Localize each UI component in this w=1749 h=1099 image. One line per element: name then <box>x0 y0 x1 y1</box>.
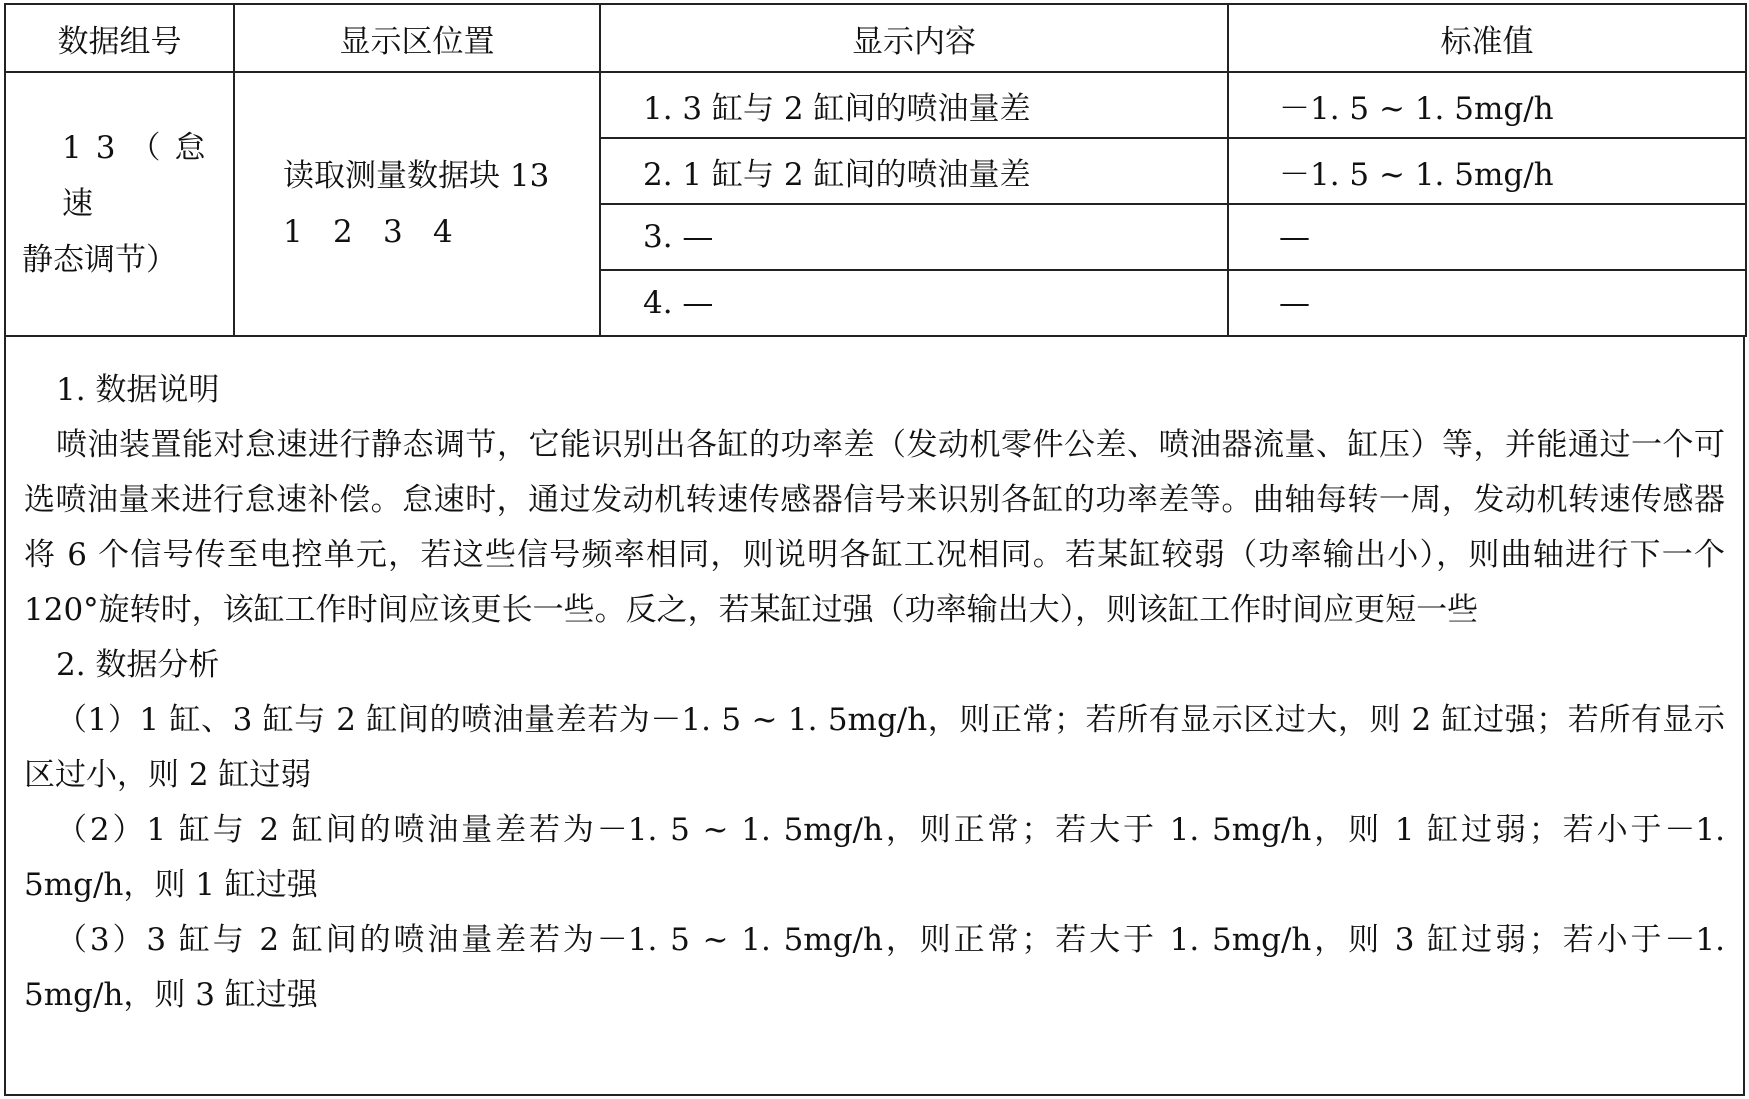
standard-value-cell: — <box>1228 204 1746 270</box>
display-content-cell: 4. — <box>600 270 1228 336</box>
position-number: 1 <box>283 214 303 250</box>
group-number-line1: 13（怠速 <box>62 130 220 222</box>
analysis-item-1: （1）1 缸、3 缸与 2 缸间的喷油量差若为－1. 5 ~ 1. 5mg/h，则正常；若所有显示区过大，则 2 缸过强；若所有显示区过小，则 2 缸过弱 <box>24 702 1725 793</box>
standard-value-cell: －1. 5 ~ 1. 5mg/h <box>1228 138 1746 204</box>
standard-value-cell: －1. 5 ~ 1. 5mg/h <box>1228 72 1746 138</box>
header-group-number: 数据组号 <box>5 4 234 72</box>
group-number-cell <box>5 72 234 336</box>
analysis-item-2: （2）1 缸与 2 缸间的喷油量差若为－1. 5 ~ 1. 5mg/h，则正常；若大于 1. 5mg/h，则 1 缸过弱；若小于－1. 5mg/h，则 1 缸过强 <box>24 812 1725 903</box>
data-analysis-heading: 2. 数据分析 <box>56 647 220 683</box>
data-description-paragraph: 喷油装置能对怠速进行静态调节，它能识别出各缸的功率差（发动机零件公差、喷油器流量、缸压）等，并能通过一个可选喷油量来进行怠速补偿。怠速时，通过发动机转速传感器信号来识别各缸的功率差等。曲轴每转一周，发动机转速传感器将 6 个信号传至电控单元，若这些信号频率相同，则说明各缸工况相同。若某缸较弱（功率输出小），则曲轴进行下一个 120°旋转时，该缸工作时间应该更长一些。反之，若某缸过强（功率输出大），则该缸工作时间应更短一些 <box>24 427 1725 628</box>
display-position-numbers <box>283 204 599 260</box>
data-description-heading: 1. 数据说明 <box>56 372 220 408</box>
header-display-position: 显示区位置 <box>234 4 600 72</box>
position-number: 2 <box>333 214 353 250</box>
data-block-table <box>4 3 1747 337</box>
notes-section <box>4 335 1745 1096</box>
position-number: 4 <box>433 214 453 250</box>
display-position-cell <box>234 72 600 336</box>
table-row <box>5 72 1746 138</box>
standard-value-cell: — <box>1228 270 1746 336</box>
display-content-cell: 1. 3 缸与 2 缸间的喷油量差 <box>600 72 1228 138</box>
table-header-row <box>5 4 1746 72</box>
group-number-line2: 静态调节） <box>22 242 177 278</box>
position-number: 3 <box>383 214 403 250</box>
display-content-cell: 3. — <box>600 204 1228 270</box>
analysis-item-3: （3）3 缸与 2 缸间的喷油量差若为－1. 5 ~ 1. 5mg/h，则正常；若大于 1. 5mg/h，则 3 缸过弱；若小于－1. 5mg/h，则 3 缸过强 <box>24 922 1725 1013</box>
header-display-content: 显示内容 <box>600 4 1228 72</box>
header-standard-value: 标准值 <box>1228 4 1746 72</box>
display-position-line1: 读取测量数据块 13 <box>283 158 550 194</box>
display-content-cell: 2. 1 缸与 2 缸间的喷油量差 <box>600 138 1228 204</box>
